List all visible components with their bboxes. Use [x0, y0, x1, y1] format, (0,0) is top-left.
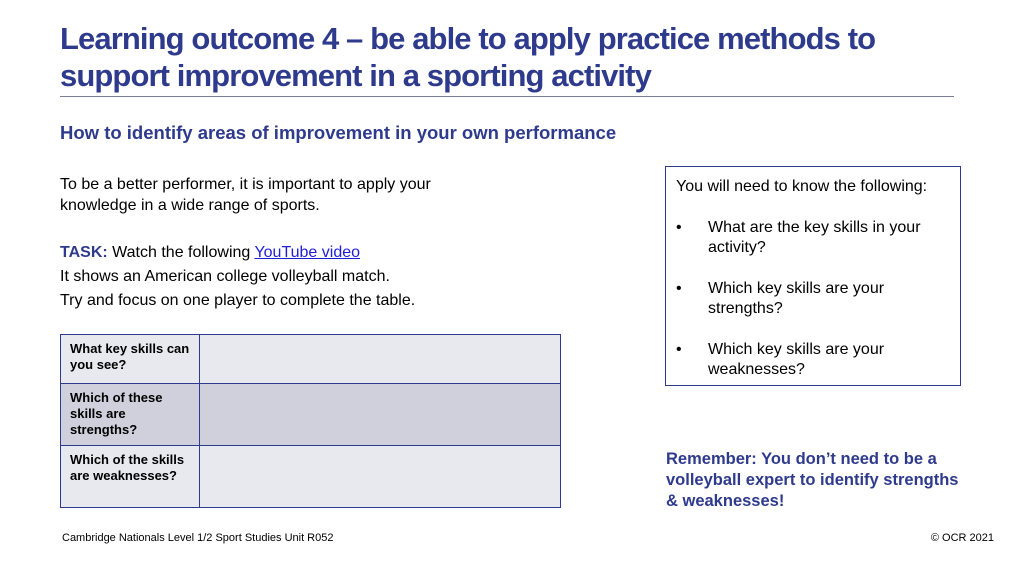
list-item: [676, 218, 950, 258]
title-divider: [60, 96, 954, 97]
need-to-know-heading: You will need to know the following:: [676, 178, 928, 195]
list-item-text: Which key skills are your strengths?: [708, 280, 885, 317]
task-label: TASK:: [60, 244, 108, 261]
table-answer-cell[interactable]: [200, 384, 561, 446]
list-item: [676, 279, 950, 319]
table-row: [61, 446, 561, 508]
page-title-line-2: support improvement in a sporting activity: [60, 58, 651, 93]
table-question-cell: Which of these skills are strengths?: [61, 384, 200, 446]
table-answer-cell[interactable]: [200, 335, 561, 384]
task-block: [60, 241, 620, 313]
table-question-cell: Which of the skills are weaknesses?: [61, 446, 200, 508]
bullet-icon: •: [676, 219, 682, 236]
youtube-video-link[interactable]: YouTube video: [254, 244, 361, 261]
bullet-icon: •: [676, 280, 682, 297]
footer-copyright: © OCR 2021: [930, 532, 994, 544]
table-answer-cell[interactable]: [200, 446, 561, 508]
task-line-3: Try and focus on one player to complete the table.: [60, 292, 416, 309]
table-row: [61, 335, 561, 384]
section-subtitle: How to identify areas of improvement in your own performance: [60, 122, 617, 143]
bullet-icon: •: [676, 341, 682, 358]
task-text: Watch the following: [107, 244, 255, 261]
list-item-text: Which key skills are your weaknesses?: [708, 341, 885, 378]
list-item: [676, 340, 950, 380]
table-question-cell: What key skills can you see?: [61, 335, 200, 384]
page-title-line-1: Learning outcome 4 – be able to apply practice methods to: [60, 21, 876, 56]
remember-note: Remember: You don’t need to be a volleyball expert to identify strengths & weaknesses!: [666, 450, 959, 510]
footer-course-label: Cambridge Nationals Level 1/2 Sport Studies Unit R052: [62, 532, 334, 544]
table-row: [61, 384, 561, 446]
intro-paragraph: To be a better performer, it is important to apply your knowledge in a wide range of sports.: [60, 176, 431, 214]
need-to-know-list: [676, 218, 950, 380]
task-line-2: It shows an American college volleyball match.: [60, 268, 390, 285]
task-line-1: [60, 241, 620, 265]
list-item-text: What are the key skills in your activity?: [708, 219, 921, 256]
skills-table: [60, 334, 561, 508]
page-title: [60, 20, 960, 94]
need-to-know-box: [665, 166, 961, 386]
